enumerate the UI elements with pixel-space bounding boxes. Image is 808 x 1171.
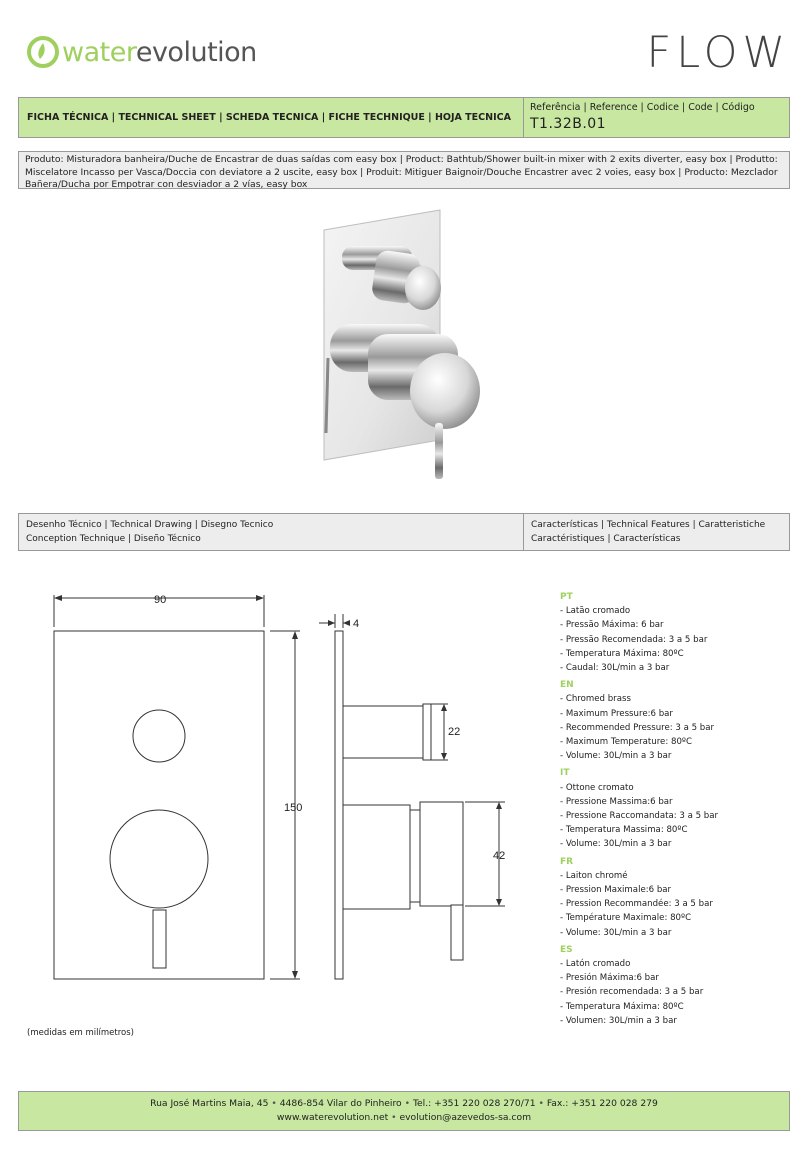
feature-item: - Volume: 30L/min a 3 bar xyxy=(560,839,672,850)
depth-dimension-label: 4 xyxy=(353,618,360,630)
features-heading-line2: Caractéristiques | Características xyxy=(531,534,681,544)
feature-item: - Temperatura Massima: 80ºC xyxy=(560,825,688,836)
feature-item: - Température Maximale: 80ºC xyxy=(560,913,692,924)
feature-item: - Temperatura Máxima: 80ºC xyxy=(560,648,684,659)
features-section-heading xyxy=(524,514,789,550)
feature-item: - Latón cromado xyxy=(560,959,631,970)
knob-dimension-label: 22 xyxy=(448,726,461,738)
drawing-heading-line2: Conception Technique | Diseño Técnico xyxy=(26,534,201,544)
handle-dimension-label: 42 xyxy=(493,850,506,862)
features-heading-line1: Características | Technical Features | Caratteristiche xyxy=(531,520,766,530)
sheet-title: FICHA TÉCNICA | TECHNICAL SHEET | SCHEDA TECNICA | FICHE TECHNIQUE | HOJA TECNICA xyxy=(19,98,524,137)
feature-item: - Ottone cromato xyxy=(560,782,634,793)
footer-postal: 4486-854 Vilar do Pinheiro xyxy=(279,1098,402,1109)
feature-item: - Recommended Pressure: 3 a 5 bar xyxy=(560,722,715,733)
drawing-section-heading xyxy=(19,514,524,550)
product-photo xyxy=(318,208,488,483)
feature-item: - Maximum Pressure:6 bar xyxy=(560,708,673,719)
footer-email-link[interactable]: evolution@azevedos-sa.com xyxy=(399,1112,532,1123)
feature-item: - Chromed brass xyxy=(560,694,631,705)
feature-item: - Laiton chromé xyxy=(560,870,628,881)
height-dimension-label: 150 xyxy=(284,802,303,814)
feature-lang-heading: ES xyxy=(560,944,573,955)
feature-lang-heading: FR xyxy=(560,856,574,867)
feature-item: - Temperatura Máxima: 80ºC xyxy=(560,1001,684,1012)
reference-label: Referência | Reference | Codice | Code | Código xyxy=(530,102,755,113)
footer-fax: Fax.: +351 220 028 279 xyxy=(546,1098,658,1109)
feature-item: - Caudal: 30L/min a 3 bar xyxy=(560,663,670,674)
feature-item: - Volume: 30L/min a 3 bar xyxy=(560,751,672,762)
feature-item: - Presión recomendada: 3 a 5 bar xyxy=(560,987,704,998)
footer-tel: Tel.: +351 220 028 270/71 xyxy=(412,1098,536,1109)
feature-lang-heading: EN xyxy=(560,680,574,691)
reference-block xyxy=(524,98,789,137)
side-handle-body xyxy=(343,805,410,909)
drawing-heading-line1: Desenho Técnico | Technical Drawing | Disegno Tecnico xyxy=(26,520,274,530)
product-description: Produto: Misturadora banheira/Duche de Encastrar de duas saídas com easy box | Product: Bathtub/Shower built-in mixer with 2 exits diverter, easy box | Produtto: Miscelatore Incasso per Vasca/Doccia con deviatore a 2 uscite, easy box | Produit: Mitiguer Baignoir/Douche Encastrer avec 2 voies, easy box | Producto: Mezclador Bañera/Ducha por Empotrar con desviador a 2 vías, easy box xyxy=(18,151,790,189)
feature-item: - Volume: 30L/min a 3 bar xyxy=(560,927,672,938)
product-line-title: FLOW xyxy=(646,28,790,78)
feature-item: - Pressione Raccomandata: 3 a 5 bar xyxy=(560,811,719,822)
feature-lang-heading: IT xyxy=(560,768,570,779)
feature-lang-heading: PT xyxy=(560,592,573,602)
feature-item: - Pressione Massima:6 bar xyxy=(560,796,673,807)
features-list xyxy=(560,590,795,1028)
footer-contact xyxy=(18,1091,790,1131)
feature-item: - Pression Recommandée: 3 a 5 bar xyxy=(560,899,713,910)
mixer-handle-outline xyxy=(110,810,208,908)
section-header-bar xyxy=(18,513,790,551)
feature-item: - Presión Máxima:6 bar xyxy=(560,973,659,984)
water-drop-logo-icon xyxy=(26,35,60,69)
measurement-note: (medidas em milímetros) xyxy=(27,1028,134,1038)
footer-website-link[interactable]: www.waterevolution.net xyxy=(276,1112,389,1123)
feature-item: - Pression Maximale:6 bar xyxy=(560,885,672,896)
side-knob-body xyxy=(343,706,423,758)
side-plate-outline xyxy=(335,631,343,979)
logo-text: waterevolution xyxy=(62,36,257,68)
footer-line1: Rua José Martins Maia, 45 • 4486-854 Vilar do Pinheiro • Tel.: +351 220 028 270/71 • Fax.: +351 220 028 279 xyxy=(150,1098,658,1109)
diverter-knob-outline xyxy=(133,710,185,762)
feature-item: - Maximum Temperature: 80ºC xyxy=(560,737,692,748)
feature-item: - Pressão Máxima: 6 bar xyxy=(560,620,664,631)
footer-line2: www.waterevolution.net • evolution@azevedos-sa.com xyxy=(276,1112,532,1123)
company-logo xyxy=(26,32,257,72)
width-dimension-label: 90 xyxy=(154,594,167,606)
side-handle-cap xyxy=(420,802,463,906)
sheet-header-bar xyxy=(18,97,790,138)
feature-item: - Volumen: 30L/min a 3 bar xyxy=(560,1015,677,1026)
lever-outline xyxy=(153,910,166,968)
footer-address: Rua José Martins Maia, 45 xyxy=(150,1098,269,1109)
technical-drawing xyxy=(18,580,518,1000)
reference-code: T1.32B.01 xyxy=(530,116,607,132)
feature-item: - Pressão Recomendada: 3 a 5 bar xyxy=(560,634,708,645)
feature-item: - Latão cromado xyxy=(560,606,631,617)
